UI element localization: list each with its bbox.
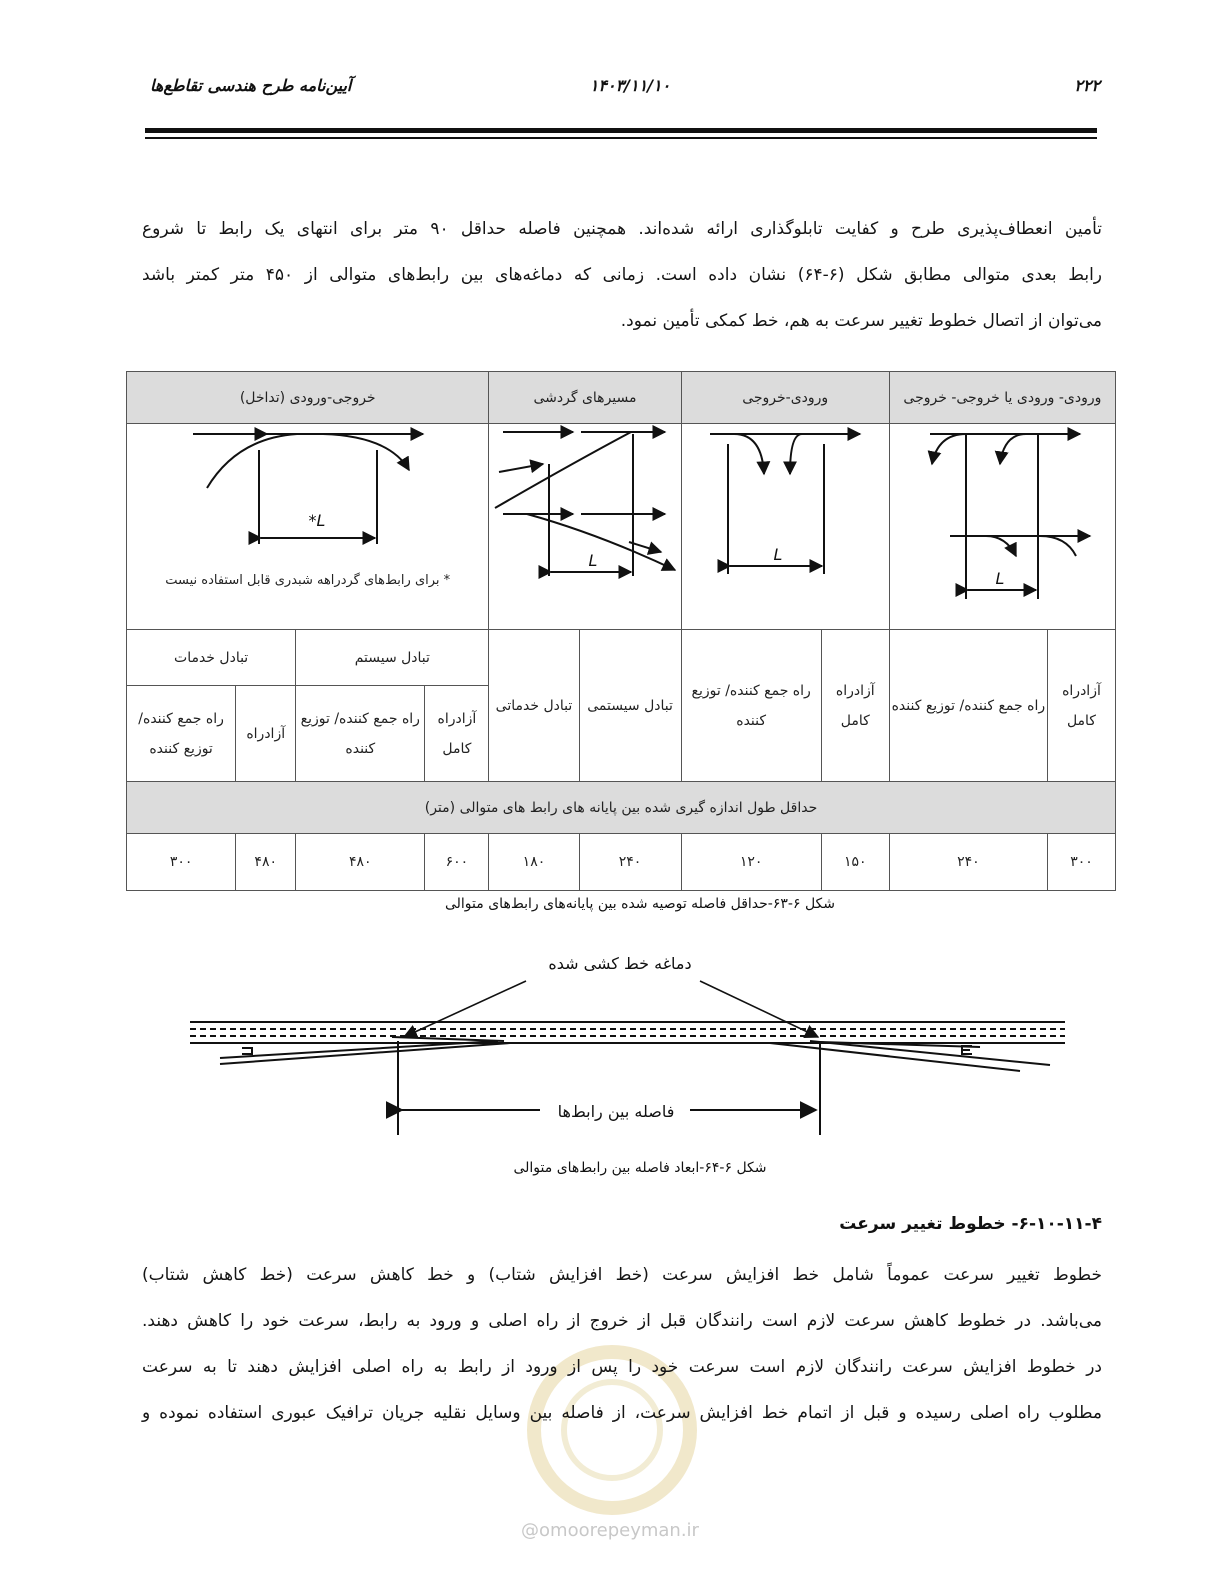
cloverleaf-note: * برای رابط‌های گردراهه شبدری قابل استفاده نیست (165, 573, 451, 588)
value-cell: ۳۰۰ (1047, 834, 1115, 891)
intro-line: رابط بعدی متوالی مطابق شکل (۶-۶۴) نشان داده است. زمانی که دماغه‌های بین رابط‌های متوالی از ۴۵۰ متر کمتر باشد (142, 265, 1102, 285)
group-system-interchange: تبادل سیستم (296, 630, 489, 686)
cell-full-freeway-1: آزادراه کامل (1047, 630, 1115, 782)
diagram-entrance-entrance-svg (890, 424, 1116, 630)
running-header-date: ۱۴۰۳/۱۱/۱۰ (589, 76, 671, 95)
cell-freeway-4: آزادراه (236, 686, 296, 782)
length-label: L (995, 569, 1005, 588)
value-cell: ۱۲۰ (681, 834, 821, 891)
header-rule-thick (145, 128, 1097, 133)
value-cell: ۲۴۰ (579, 834, 681, 891)
distance-label: فاصله بین رابط‌ها (557, 1102, 675, 1121)
section-heading: ۶-۱۰-۱۱-۴- خطوط تغییر سرعت (839, 1214, 1102, 1234)
header-exit-entrance-weaving: خروجی-ورودی (تداخل) (127, 372, 489, 424)
value-cell: ۱۸۰ (489, 834, 579, 891)
diagram-exit-entrance (127, 424, 489, 630)
value-cell: ۴۸۰ (296, 834, 425, 891)
nose-label: دماغه خط کشی شده (548, 954, 692, 973)
intro-line: می‌توان از اتصال خطوط تغییر سرعت به هم، خط کمکی تأمین نمود. (620, 311, 1102, 331)
min-length-label: حداقل طول اندازه گیری شده بین پایانه های رابط های متوالی (متر) (127, 782, 1116, 834)
running-header-title: آیین‌نامه طرح هندسی تقاطع‌ها (150, 76, 352, 95)
value-cell: ۳۰۰ (127, 834, 236, 891)
value-cell: ۲۴۰ (889, 834, 1047, 891)
diagram-entrance-entrance (889, 424, 1115, 630)
cell-service-interchange: تبادل خدماتی (489, 630, 579, 782)
cell-cd-road-1: راه جمع کننده/ توزیع کننده (889, 630, 1047, 782)
figure-64-caption: شکل ۶-۶۴-ابعاد فاصله بین رابط‌های متوالی (513, 1160, 767, 1176)
cell-system-interchange: تبادل سیستمی (579, 630, 681, 782)
diagram-turning-roadways-svg (489, 424, 681, 630)
header-entrance-exit: ورودی-خروجی (681, 372, 889, 424)
header-turning-roadways: مسیرهای گردشی (489, 372, 681, 424)
body-line: مطلوب راه اصلی رسیده و قبل از اتمام خط افزایش سرعت، از فاصله بین وسایل نقلیه جریان ترافیک عبوری استفاده نموده و (142, 1403, 1102, 1423)
cell-full-freeway-3: آزادراه کامل (425, 686, 489, 782)
cell-cd-road-4: راه جمع کننده/ توزیع کننده (127, 686, 236, 782)
page-number: ۲۲۲ (1074, 76, 1100, 95)
ramp-spacing-table (126, 371, 1116, 891)
diagram-entrance-exit-svg (682, 424, 890, 630)
diagram-exit-entrance-svg (127, 424, 489, 630)
diagram-turning-roadways (489, 424, 681, 630)
intro-paragraph (142, 206, 1102, 344)
cell-cd-road-2: راه جمع کننده/ توزیع کننده (681, 630, 821, 782)
figure-63-caption: شکل ۶-۶۳-حداقل فاصله توصیه شده بین پایانه‌های رابط‌های متوالی (444, 896, 836, 912)
body-line: در خطوط افزایش سرعت رانندگان لازم است سرعت خود را پس از ورود از رابط به راه اصلی افزایش دهند تا به سرعت (142, 1357, 1102, 1377)
diagram-entrance-exit (681, 424, 889, 630)
value-cell: ۶۰۰ (425, 834, 489, 891)
body-line: خطوط تغییر سرعت عموماً شامل خط افزایش سرعت (خط افزایش شتاب) و خط کاهش سرعت (خط کاهش شتاب) (142, 1265, 1102, 1285)
value-cell: ۴۸۰ (236, 834, 296, 891)
value-cell: ۱۵۰ (821, 834, 889, 891)
header-entrance-entrance: ورودی- ورودی یا خروجی- خروجی (889, 372, 1115, 424)
length-label: L (773, 545, 783, 564)
length-label: L (588, 551, 598, 570)
intro-line: تأمین انعطاف‌پذیری طرح و کفایت تابلوگذاری ارائه شده‌اند. همچنین فاصله حداقل ۹۰ متر برای انتهای یک رابط تا شروع (142, 219, 1103, 239)
body-line: می‌باشد. در خطوط کاهش سرعت لازم است رانندگان قبل از خروج از راه اصلی و ورود به رابط، سرعت خود را کاهش دهند. (142, 1311, 1102, 1331)
body-paragraph (142, 1252, 1102, 1436)
length-label: L* (308, 511, 326, 530)
cell-cd-road-3: راه جمع کننده/ توزیع کننده (296, 686, 425, 782)
group-service-interchange: تبادل خدمات (127, 630, 296, 686)
figure-64-ramp-spacing (180, 945, 1080, 1145)
header-rule-thin (145, 137, 1097, 139)
watermark-url: @omoorepeyman.ir (521, 1520, 699, 1541)
cell-full-freeway-2: آزادراه کامل (821, 630, 889, 782)
